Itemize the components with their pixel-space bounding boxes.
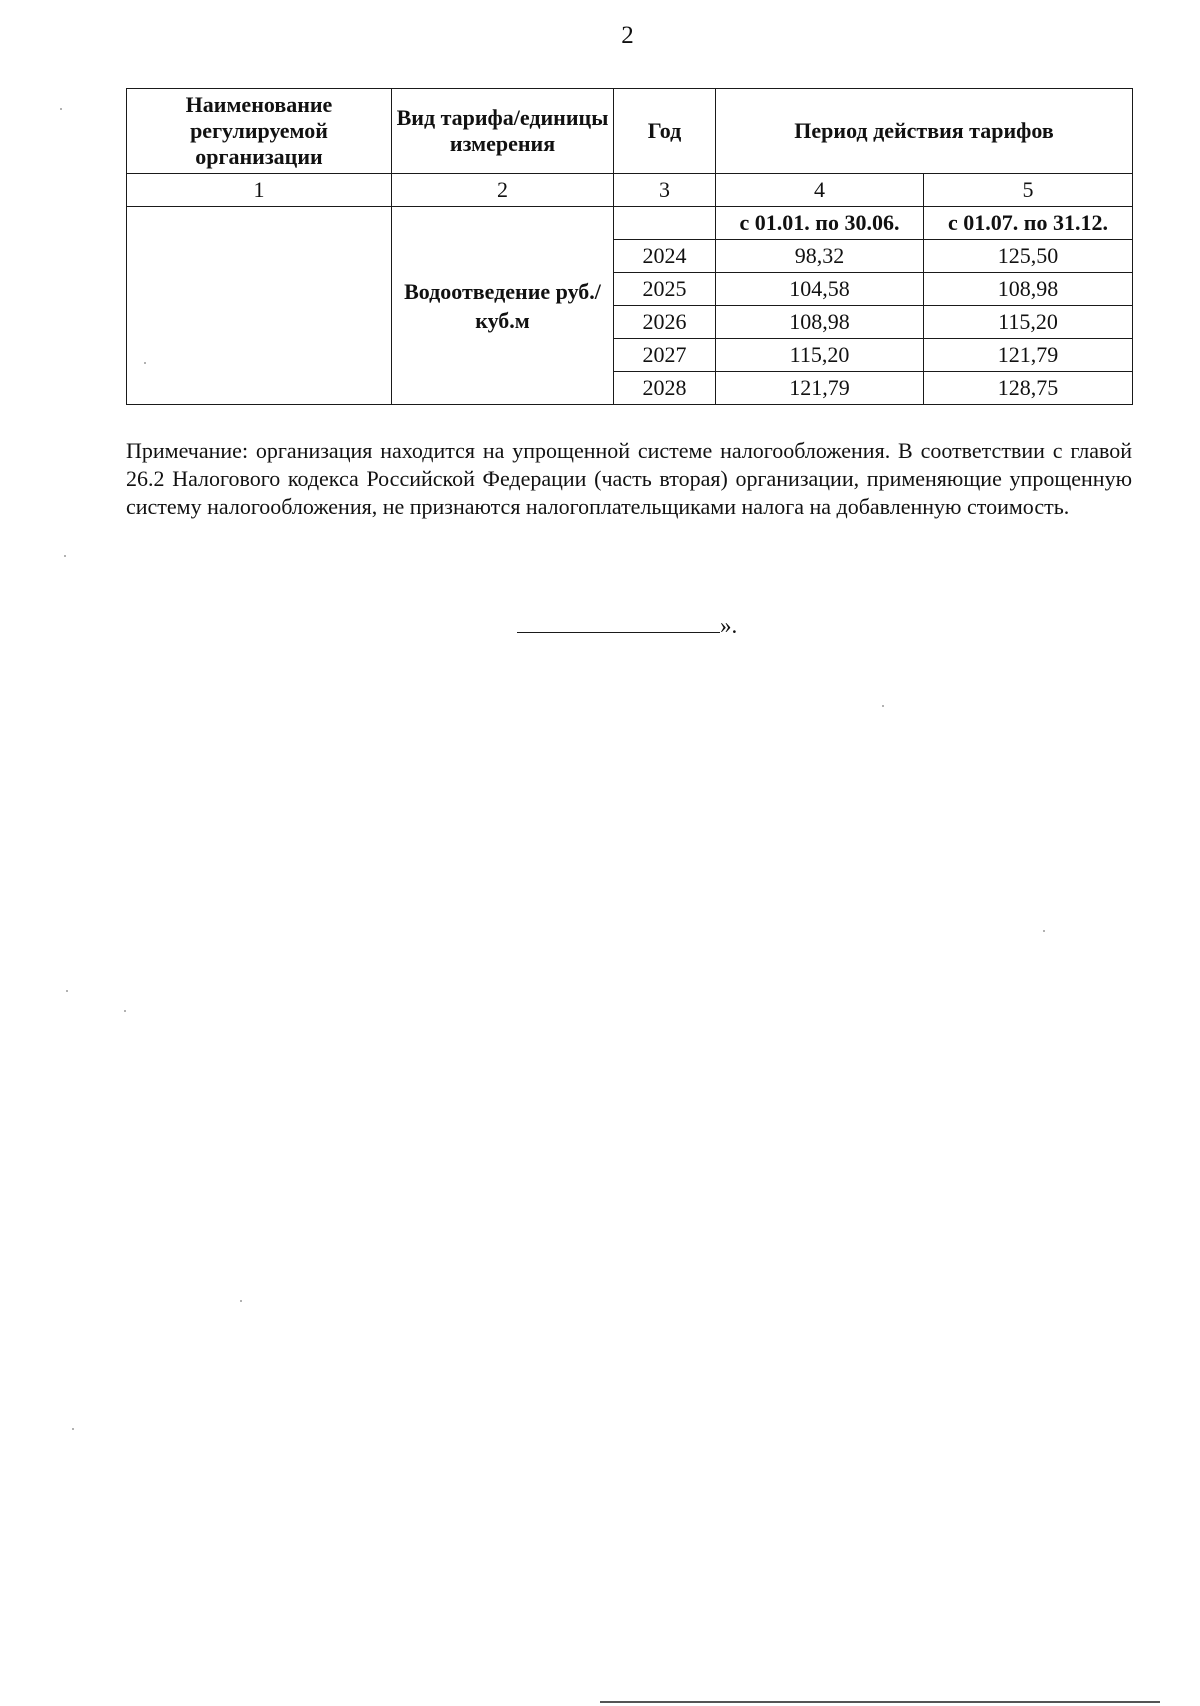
tariff-first-half: 121,79 bbox=[716, 372, 924, 405]
year-cell-empty bbox=[614, 207, 716, 240]
scan-speck bbox=[1043, 930, 1045, 932]
scan-edge-line bbox=[600, 1701, 1160, 1703]
column-number: 3 bbox=[614, 174, 716, 207]
header-period: Период действия тарифов bbox=[716, 89, 1133, 174]
tariff-second-half: 121,79 bbox=[924, 339, 1133, 372]
scan-speck bbox=[124, 1010, 126, 1012]
organization-cell bbox=[127, 207, 392, 405]
scan-speck bbox=[240, 1300, 242, 1302]
closing-quote: ». bbox=[720, 613, 738, 638]
column-number: 1 bbox=[127, 174, 392, 207]
year-cell: 2028 bbox=[614, 372, 716, 405]
column-number: 2 bbox=[392, 174, 614, 207]
scan-speck bbox=[64, 555, 66, 557]
period-header-row bbox=[127, 207, 1133, 240]
year-cell: 2027 bbox=[614, 339, 716, 372]
tariff-table bbox=[126, 88, 1133, 405]
scan-speck bbox=[882, 705, 884, 707]
column-number: 5 bbox=[924, 174, 1133, 207]
tariff-first-half: 104,58 bbox=[716, 273, 924, 306]
tariff-second-half: 125,50 bbox=[924, 240, 1133, 273]
scan-speck bbox=[60, 108, 62, 110]
scan-speck bbox=[66, 990, 68, 992]
tax-note: Примечание: организация находится на упрощенной системе налогообложения. В соответствии с главой 26.2 Налогового кодекса Российской Федерации (часть вторая) организации, применяющие упрощенную систему налогообложения, не признаются налогоплательщиками налога на добавленную стоимость. bbox=[126, 438, 1132, 519]
closing-mark bbox=[517, 612, 737, 639]
tariff-first-half: 115,20 bbox=[716, 339, 924, 372]
scan-speck bbox=[144, 362, 146, 364]
year-cell: 2024 bbox=[614, 240, 716, 273]
header-org-name: Наименование регулируемой организации bbox=[127, 89, 392, 174]
column-number-row bbox=[127, 174, 1133, 207]
tariff-second-half: 128,75 bbox=[924, 372, 1133, 405]
tariff-second-half: 108,98 bbox=[924, 273, 1133, 306]
tariff-first-half: 108,98 bbox=[716, 306, 924, 339]
period-second-half: с 01.07. по 31.12. bbox=[924, 207, 1133, 240]
year-cell: 2026 bbox=[614, 306, 716, 339]
header-year: Год bbox=[614, 89, 716, 174]
scan-speck bbox=[72, 1428, 74, 1430]
tariff-second-half: 115,20 bbox=[924, 306, 1133, 339]
service-cell: Водоотведение руб./куб.м bbox=[392, 207, 614, 405]
page-number: 2 bbox=[621, 22, 634, 49]
header-tariff-type: Вид тарифа/единицы измерения bbox=[392, 89, 614, 174]
table-header-row bbox=[127, 89, 1133, 174]
tariff-first-half: 98,32 bbox=[716, 240, 924, 273]
column-number: 4 bbox=[716, 174, 924, 207]
year-cell: 2025 bbox=[614, 273, 716, 306]
period-first-half: с 01.01. по 30.06. bbox=[716, 207, 924, 240]
signature-line bbox=[517, 612, 720, 633]
